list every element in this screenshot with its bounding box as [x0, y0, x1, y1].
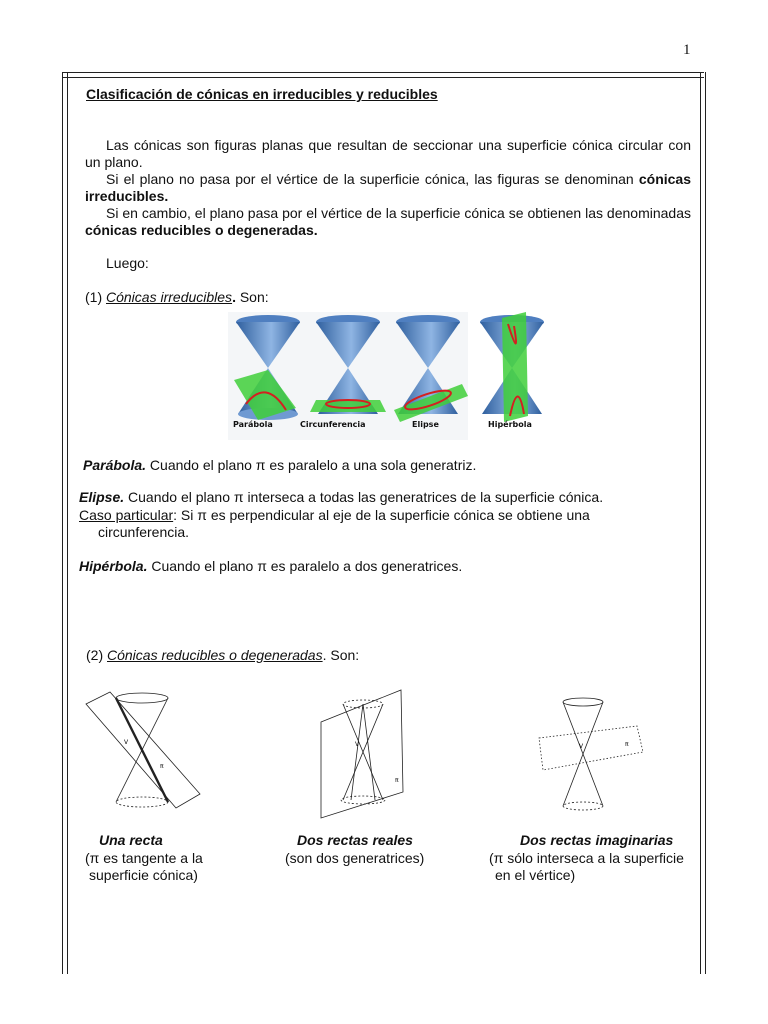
section2-title: Cónicas reducibles o degeneradas — [107, 647, 323, 663]
section1-heading — [85, 289, 269, 306]
parabola-cone-figure — [234, 315, 300, 420]
caption-elipse: Elipse — [412, 420, 439, 429]
frame-right — [700, 72, 706, 974]
intro-paragraph-3 — [85, 205, 691, 239]
definition-parabola — [83, 457, 476, 474]
hiperbola-term: Hipérbola. — [79, 558, 148, 574]
document-title: Clasificación de cónicas en irreducibles y reducibles — [86, 86, 438, 102]
definition-caso-particular — [79, 507, 590, 524]
section1-number: (1) — [85, 289, 106, 305]
intro-p2-bold: cónicas irreducibles. — [85, 171, 691, 204]
vertex-label-1: V — [124, 739, 129, 746]
caption-circunferencia: Circunferencia — [300, 420, 366, 429]
dos-rectas-reales-desc: (son dos generatrices) — [285, 850, 425, 866]
section1-title: Cónicas irreducibles — [106, 289, 233, 305]
dos-rectas-imaginarias-desc-2: en el vértice) — [495, 867, 576, 883]
definition-hiperbola — [79, 558, 462, 575]
dos-rectas-imaginarias-title: Dos rectas imaginarias — [520, 832, 674, 848]
circumference-cone-figure — [310, 315, 386, 414]
plane-label-2: π — [395, 777, 399, 784]
plane-label-1: π — [160, 763, 164, 770]
plane-label-3: π — [625, 741, 629, 748]
caso-term: Caso particular — [79, 507, 174, 523]
vertex-label-2: V — [355, 741, 360, 748]
una-recta-figure — [82, 684, 202, 824]
intro-p3-bold: cónicas reducibles o degeneradas. — [85, 222, 318, 238]
dos-rectas-reales-figure — [315, 684, 415, 824]
intro-p3-text: Si en cambio, el plano pasa por el vértice de la superficie cónica se obtienen las denominadas — [106, 205, 691, 221]
elipse-term: Elipse. — [79, 489, 125, 505]
intro-paragraph-1 — [85, 137, 691, 171]
parabola-text: Cuando el plano π es paralelo a una sola generatriz. — [146, 457, 477, 473]
caso-continuation: circunferencia. — [98, 524, 190, 540]
dos-rectas-imaginarias-figure — [535, 692, 645, 824]
hyperbola-cone-figure — [474, 312, 552, 422]
parabola-term: Parábola. — [83, 457, 147, 473]
una-recta-desc-2: superficie cónica) — [89, 867, 198, 883]
vertex-label-3: V — [579, 743, 584, 750]
elipse-text: Cuando el plano π interseca a todas las generatrices de la superficie cónica. — [124, 489, 604, 505]
caption-parabola: Parábola — [233, 420, 273, 429]
frame-top — [62, 72, 704, 78]
luego-text: Luego: — [106, 255, 149, 271]
frame-left — [62, 72, 68, 974]
intro-paragraph-2 — [85, 171, 691, 205]
una-recta-title: Una recta — [99, 832, 163, 848]
una-recta-desc-1: (π es tangente a la — [85, 850, 203, 866]
ellipse-cone-figure — [394, 315, 468, 422]
section2-heading — [86, 647, 359, 664]
dos-rectas-reales-title: Dos rectas reales — [297, 832, 413, 848]
section1-son: Son: — [235, 289, 269, 305]
definition-elipse — [79, 489, 603, 506]
caso-text: : Si π es perpendicular al eje de la superficie cónica se obtiene una — [173, 507, 590, 523]
section2-number: (2) — [86, 647, 107, 663]
section1-dot: . — [232, 289, 236, 305]
caption-hiperbola: Hipérbola — [488, 420, 532, 429]
hiperbola-text: Cuando el plano π es paralelo a dos generatrices. — [147, 558, 463, 574]
intro-p2-text: Si el plano no pasa por el vértice de la superficie cónica, las figuras se denominan — [106, 171, 639, 187]
intro-p1-text: Las cónicas son figuras planas que resultan de seccionar una superficie cónica circular con un plano. — [85, 137, 691, 170]
section2-son: . Son: — [322, 647, 360, 663]
dos-rectas-imaginarias-desc-1: (π sólo interseca a la superficie — [489, 850, 684, 866]
page-number: 1 — [683, 42, 691, 58]
